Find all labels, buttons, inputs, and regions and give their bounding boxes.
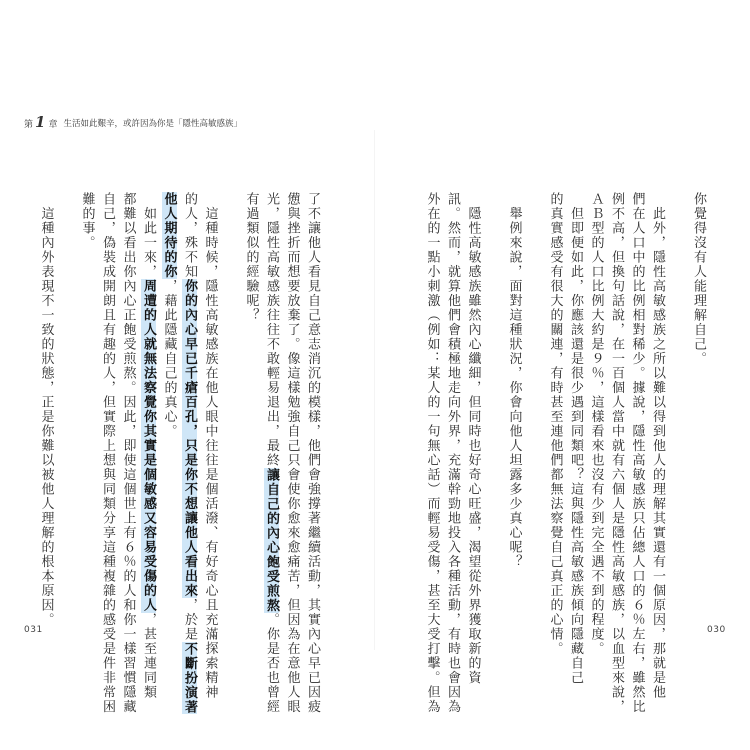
text-column — [100, 192, 114, 714]
text-column — [39, 192, 53, 627]
body-text: 的真實感受有很大的關連，有時甚至連他們都無法察覺自己真正的心情。 — [547, 192, 563, 656]
chapter-number: 1 — [35, 113, 46, 131]
chapter-label-prefix: 第 — [24, 119, 34, 130]
page-number-right: 030 — [707, 625, 726, 635]
body-text: 難的事。 — [79, 192, 95, 250]
body-text: ，藉此隱藏自己的真心。 — [161, 279, 177, 439]
text-column — [285, 192, 299, 714]
chapter-subtitle: 生活如此艱辛，或許因為你是「隱性高敏感族」 — [63, 119, 242, 129]
body-text: 們在人口中的比例相對稀少。據說，隱性高敏感族只佔總人口的６％左右，雖然比 — [629, 192, 645, 714]
body-text: ，於是 — [182, 598, 197, 642]
text-column — [264, 192, 278, 714]
text-column — [445, 192, 459, 714]
body-text: 你覺得沒有人能理解自己。 — [691, 192, 706, 366]
body-text: 光，隱性高敏感族往往不敢輕易退出，最終 — [264, 192, 279, 468]
chapter-header — [24, 114, 242, 132]
text-column — [466, 192, 480, 685]
body-text: 有過類似的經驗呢？ — [243, 192, 259, 323]
chapter-label-suffix: 章 — [48, 119, 58, 130]
text-column — [162, 192, 176, 439]
highlighted-text: 你的內心早已千瘡百孔，只是你不想讓他人看出來 — [182, 279, 197, 598]
text-column — [425, 192, 439, 714]
body-text: 但即便如此，你應該還是很少遇到同類吧？這與隱性高敏感族傾向隱藏自己 — [568, 192, 583, 685]
text-column — [305, 192, 319, 714]
highlighted-text: 不斷扮演著 — [182, 641, 197, 714]
highlighted-text: 他人期待的你 — [161, 192, 177, 279]
text-column — [507, 192, 521, 569]
body-text: 訊。然而，就算他們會積極地走向外界，充滿幹勁地投入各種活動，有時也會因為 — [445, 192, 460, 714]
text-column — [609, 192, 623, 714]
text-column — [589, 192, 603, 656]
text-column — [141, 192, 155, 700]
body-text: 這種時候，隱性高敏感族在他人眼中往往是個活潑、有好奇心且充滿探索精神 — [202, 192, 218, 700]
text-column — [650, 192, 664, 700]
body-text: 。你是否也曾經 — [264, 612, 279, 714]
body-text: 了不讓他人看見自己意志消沉的模樣，他們會強撐著繼續活動，其實內心早已因疲 — [305, 192, 320, 714]
body-text: 的人，殊不知 — [182, 192, 197, 279]
text-column — [182, 192, 196, 714]
body-text: 都難以看出你內心正飽受煎熬。因此，即使這個世上有６％的人和你一樣習慣隱藏 — [120, 192, 136, 714]
text-column — [244, 192, 258, 323]
body-text: 此外，隱性高敏感族之所以難以得到他人的理解其實還有一個原因，那就是他 — [650, 192, 665, 700]
text-column — [203, 192, 217, 700]
text-column — [691, 192, 705, 366]
body-text: 這種內外表現不一致的狀態，正是你難以被他人理解的根本原因。 — [38, 192, 54, 627]
body-text: ，甚至連同類 — [141, 612, 156, 700]
body-text: 舉例來說，面對這種狀況，你會向他人坦露多少真心呢？ — [506, 192, 522, 569]
body-text: 憊與挫折而想要放棄了。像這樣勉強自己只會使你愈來愈痛苦，但因為在意他人眼 — [284, 192, 300, 714]
body-text: 如此一來， — [141, 192, 156, 279]
text-column — [630, 192, 644, 714]
body-text: 外在的一點小刺激（例如：某人的一句無心話）而輕易受傷，甚至大受打擊。但為 — [424, 192, 440, 714]
text-column — [568, 192, 582, 685]
highlighted-text: 讓自己的內心飽受煎熬 — [264, 467, 279, 613]
body-text: 例不高，但換句話說，在一百個人當中就有六個人是隱性高敏感族，以血型來說， — [609, 192, 624, 714]
body-text: ＡＢ型的人口比例大約是９％，這樣看來也沒有少到完全遇不到的程度。 — [588, 192, 604, 656]
page-number-left: 031 — [24, 625, 43, 635]
body-text: 自己，偽裝成開朗且有趣的人，但實際上想與同類分享這種複雜的感受是件非常困 — [100, 192, 115, 714]
text-column — [548, 192, 562, 656]
text-column — [80, 192, 94, 250]
body-text: 隱性高敏感族雖然內心纖細，但同時也好奇心旺盛，渴望從外界獲取新的資 — [465, 192, 481, 685]
text-column — [121, 192, 135, 714]
highlighted-text: 周遭的人就無法察覺你其實是個敏感又容易受傷的人 — [141, 279, 156, 613]
